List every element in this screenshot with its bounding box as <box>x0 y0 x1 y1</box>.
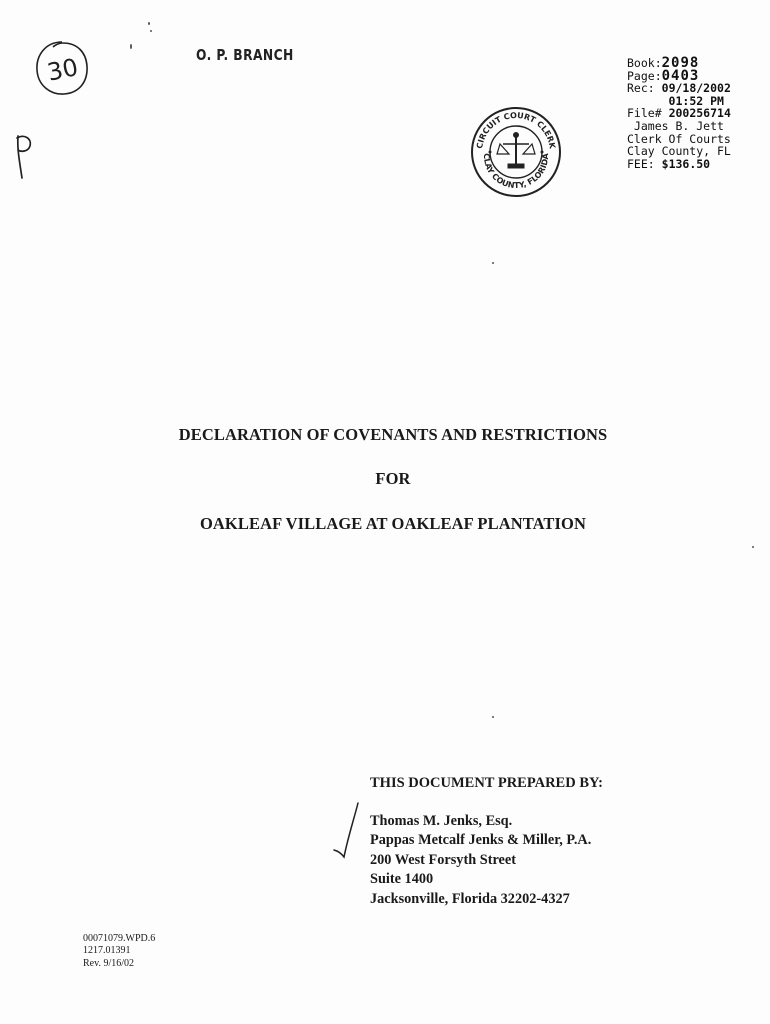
clerk-name: James B. Jett <box>633 118 724 133</box>
preparer-suite: Suite 1400 <box>370 871 434 888</box>
branch-stamp: O. P. BRANCH <box>196 46 294 64</box>
preparer-city: Jacksonville, Florida 32202-4327 <box>370 890 570 907</box>
file-code: 00071079.WPD.6 <box>83 933 156 944</box>
scales-of-justice-icon <box>497 133 535 169</box>
rec-time: 01:52 PM <box>668 93 724 108</box>
revision-date: Rev. 9/16/02 <box>83 957 135 969</box>
speck-mark <box>130 44 132 49</box>
rec-label: Rec: <box>627 81 655 96</box>
fee-value: $136.50 <box>661 156 711 171</box>
file-number: 200256714 <box>668 106 731 121</box>
circuit-court-clerk-seal <box>470 106 562 198</box>
preparer-name: Thomas M. Jenks, Esq. <box>370 813 513 829</box>
document-title: DECLARATION OF COVENANTS AND RESTRICTIONS <box>178 425 608 444</box>
document-footer-codes <box>83 933 155 970</box>
county: Clay County, FL <box>627 144 731 159</box>
file-label: File# <box>627 106 662 121</box>
handwritten-circled-number <box>33 38 91 98</box>
speck-mark <box>492 262 494 264</box>
speck-mark <box>148 22 150 25</box>
seal-top-text: CIRCUIT COURT CLERK <box>475 110 557 150</box>
rec-date: 09/18/2002 <box>661 81 731 96</box>
fee-label: FEE: <box>627 156 655 171</box>
matter-number: 1217.01391 <box>83 945 131 957</box>
seal-bottom-text: CLAY COUNTY, FLORIDA <box>481 153 551 191</box>
page-label: Page: <box>627 68 662 83</box>
speck-mark <box>752 546 754 548</box>
document-title-for: FOR <box>375 469 411 488</box>
handwritten-number-text: 30 <box>44 53 81 87</box>
book-label: Book: <box>627 56 662 70</box>
clerk-title: Clerk Of Courts <box>627 131 731 146</box>
page-value: 0403 <box>661 67 700 84</box>
preparer-address-block <box>370 812 591 909</box>
book-value: 2098 <box>661 55 700 71</box>
handwritten-check-mark <box>332 801 362 863</box>
speck-mark <box>150 30 152 32</box>
preparer-street: 200 West Forsyth Street <box>370 851 516 868</box>
prepared-by-heading: THIS DOCUMENT PREPARED BY: <box>370 775 603 791</box>
speck-mark <box>492 716 494 718</box>
recording-info-block <box>627 57 731 170</box>
preparer-firm: Pappas Metcalf Jenks & Miller, P.A. <box>370 832 592 849</box>
handwritten-initial <box>8 132 38 182</box>
document-subtitle: OAKLEAF VILLAGE AT OAKLEAF PLANTATION <box>199 514 586 533</box>
